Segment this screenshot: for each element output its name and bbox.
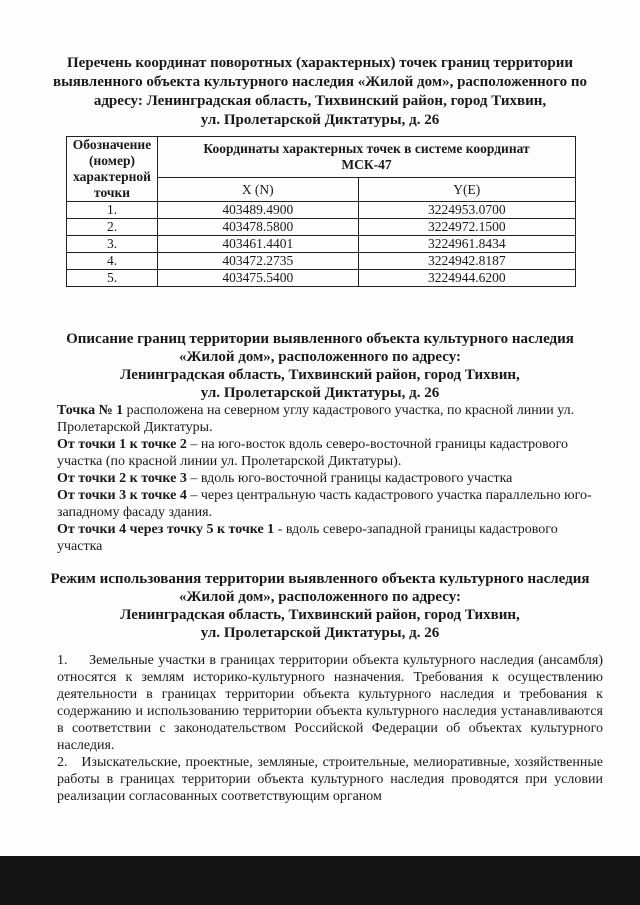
boundary-description-title (40, 330, 600, 402)
title-line: «Жилой дом», расположенного по адресу: (178, 349, 462, 365)
y-column-header: Y(E) (358, 178, 575, 202)
description-paragraph: Точка № 1 расположена на северном углу кадастрового участка, по красной линии ул. Пролетарской Диктатуры. (57, 403, 575, 435)
point-designation-header: Обозначение (номер) характерной точки (67, 137, 158, 202)
title-line: «Жилой дом», расположенного по адресу: (178, 589, 462, 605)
table-row (67, 202, 576, 219)
description-paragraph: От точки 3 к точке 4 – через центральную часть кадастрового участка параллельно юго-западному фасаду здания. (57, 488, 592, 520)
coordinates-table (66, 136, 576, 287)
x-value: 403478.5800 (158, 219, 359, 236)
usage-regime-title (40, 570, 600, 642)
description-paragraph: От точки 4 через точку 5 к точке 1 - вдоль северо-западной границы кадастрового участка (57, 522, 558, 554)
point-number: 2. (67, 219, 158, 236)
x-value: 403461.4401 (158, 236, 359, 253)
title-line: выявленного объекта культурного наследия «Жилой дом», расположенного по (52, 74, 588, 90)
description-paragraph: От точки 1 к точке 2 – на юго-восток вдоль северо-восточной границы кадастрового участка (по красной линии ул. Пролетарской Диктатуры). (57, 437, 569, 469)
x-value: 403475.5400 (158, 270, 359, 287)
y-value: 3224942.8187 (358, 253, 575, 270)
table-row (67, 236, 576, 253)
point-number: 5. (67, 270, 158, 287)
coordinates-list-title (40, 54, 600, 130)
title-line: адресу: Ленинградская область, Тихвинский район, город Тихвин, (93, 93, 547, 109)
scan-bottom-edge (0, 856, 640, 905)
point-number: 1. (67, 202, 158, 219)
y-value: 3224953.0700 (358, 202, 575, 219)
boundary-description (57, 402, 605, 555)
table-row (67, 219, 576, 236)
y-value: 3224944.6200 (358, 270, 575, 287)
title-line: ул. Пролетарской Диктатуры, д. 26 (200, 385, 440, 401)
x-value: 403489.4900 (158, 202, 359, 219)
x-column-header: X (N) (158, 178, 359, 202)
point-number: 3. (67, 236, 158, 253)
x-value: 403472.2735 (158, 253, 359, 270)
y-value: 3224961.8434 (358, 236, 575, 253)
y-value: 3224972.1500 (358, 219, 575, 236)
regime-paragraph: 1. Земельные участки в границах территории объекта культурного наследия (ансамбля) относятся к землям историко-культурного назначения. Требования к осуществлению деятельности в границах территории объекта культурного наследия и требования к содержанию и использованию территории объекта культурного наследия устанавливаются в соответствии с законодательством Российской Федерации об объектах культурного наследия. (57, 653, 603, 753)
title-line: ул. Пролетарской Диктатуры, д. 26 (200, 625, 440, 641)
description-paragraph: От точки 2 к точке 3 – вдоль юго-восточной границы кадастрового участка (57, 471, 513, 486)
title-line: Ленинградская область, Тихвинский район, город Тихвин, (120, 607, 520, 623)
title-line: Ленинградская область, Тихвинский район, город Тихвин, (120, 367, 520, 383)
usage-regime-text (57, 652, 603, 805)
coordinate-system-header: Координаты характерных точек в системе координат МСК-47 (158, 137, 576, 178)
table-row (67, 253, 576, 270)
regime-paragraph: 2. Изыскательские, проектные, земляные, строительные, мелиоративные, хозяйственные работы в границах территории объекта культурного наследия проводятся при условии реализации согласованных соответствующим органом (57, 755, 603, 804)
title-line: ул. Пролетарской Диктатуры, д. 26 (200, 112, 440, 128)
title-line: Режим использования территории выявленного объекта культурного наследия (50, 571, 590, 587)
title-line: Перечень координат поворотных (характерных) точек границ территории (67, 55, 573, 71)
table-row (67, 270, 576, 287)
point-number: 4. (67, 253, 158, 270)
title-line: Описание границ территории выявленного объекта культурного наследия (66, 331, 574, 347)
